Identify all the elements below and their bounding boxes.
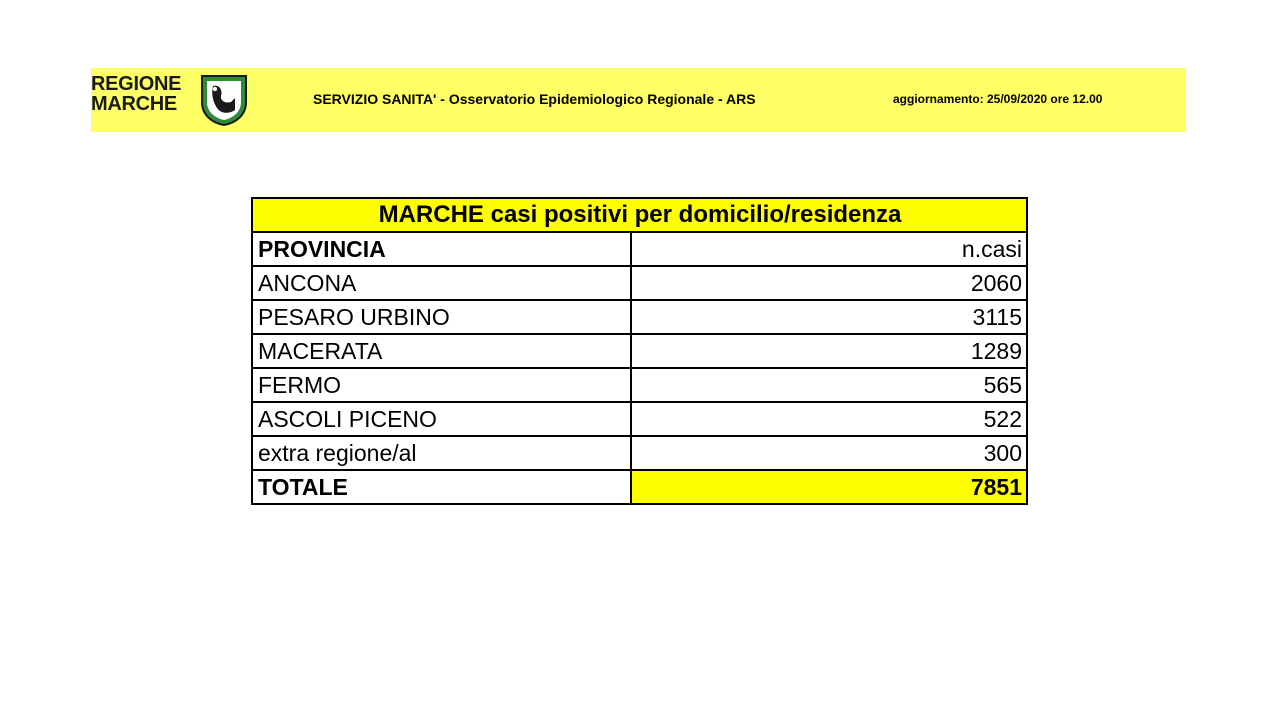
table-total-row xyxy=(252,470,1027,504)
table-row xyxy=(252,266,1027,300)
logo-line-1: REGIONE xyxy=(91,73,182,95)
cases-cell: 565 xyxy=(631,368,1027,402)
update-timestamp: aggiornamento: 25/09/2020 ore 12.00 xyxy=(893,92,1103,106)
province-cell: FERMO xyxy=(252,368,631,402)
total-value: 7851 xyxy=(631,470,1027,504)
table-row xyxy=(252,334,1027,368)
column-header-province: PROVINCIA xyxy=(252,232,631,266)
province-cell: PESARO URBINO xyxy=(252,300,631,334)
cases-cell: 3115 xyxy=(631,300,1027,334)
cases-cell: 522 xyxy=(631,402,1027,436)
province-cell: extra regione/al xyxy=(252,436,631,470)
regional-shield-icon xyxy=(199,74,249,126)
table-row xyxy=(252,436,1027,470)
table-row xyxy=(252,368,1027,402)
table-title-row xyxy=(252,198,1027,232)
cases-cell: 1289 xyxy=(631,334,1027,368)
regione-marche-logo xyxy=(91,74,251,128)
cases-cell: 300 xyxy=(631,436,1027,470)
table-row xyxy=(252,300,1027,334)
logo-wordmark xyxy=(91,74,181,114)
province-cell: MACERATA xyxy=(252,334,631,368)
header-banner xyxy=(91,68,1186,132)
cases-table xyxy=(251,197,1028,505)
table-title: MARCHE casi positivi per domicilio/residenza xyxy=(252,198,1027,232)
logo-line-2: MARCHE xyxy=(91,93,177,115)
total-label: TOTALE xyxy=(252,470,631,504)
province-cell: ASCOLI PICENO xyxy=(252,402,631,436)
province-cell: ANCONA xyxy=(252,266,631,300)
table-header-row xyxy=(252,232,1027,266)
table-row xyxy=(252,402,1027,436)
column-header-cases: n.casi xyxy=(631,232,1027,266)
service-title: SERVIZIO SANITA' - Osservatorio Epidemiologico Regionale - ARS xyxy=(313,91,756,107)
cases-cell: 2060 xyxy=(631,266,1027,300)
